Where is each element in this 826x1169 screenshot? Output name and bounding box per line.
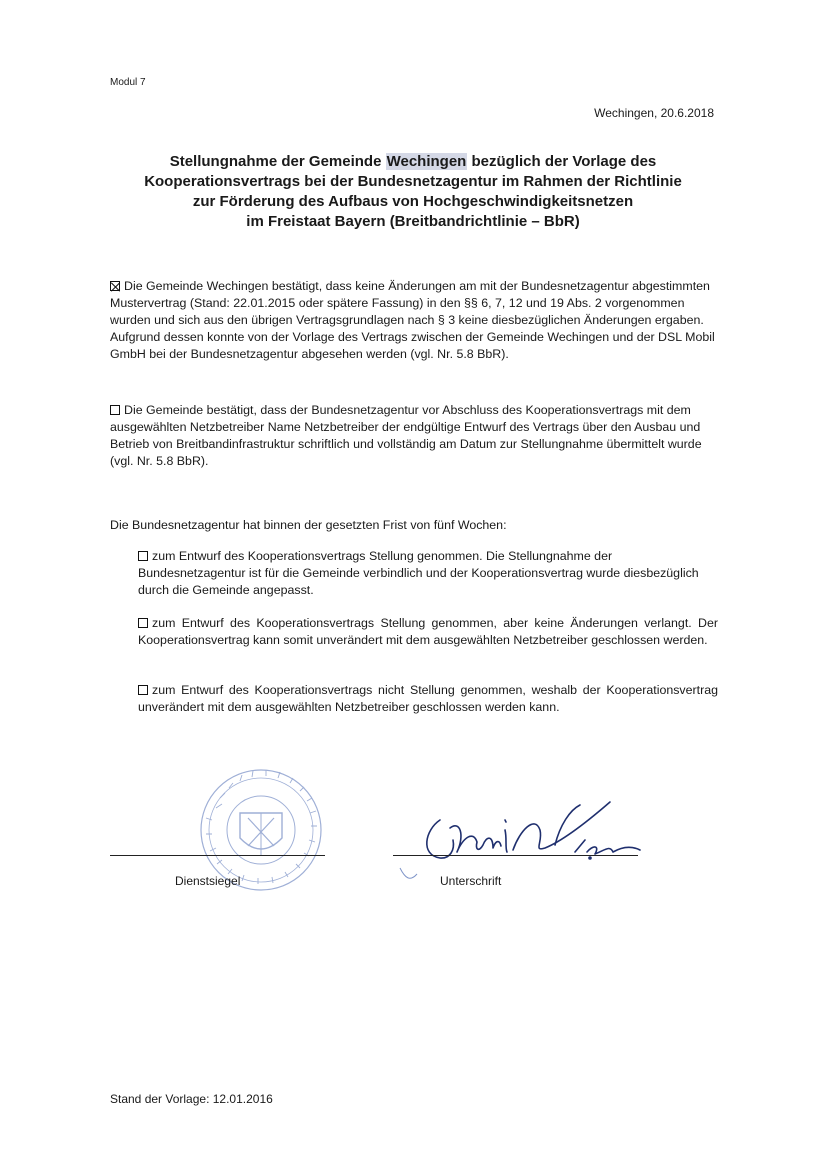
- title-line-3: zur Förderung des Aufbaus von Hochgeschwindigkeitsnetzen: [192, 193, 634, 210]
- document-title: [100, 152, 726, 232]
- option-no-changes-requested: [138, 615, 718, 649]
- seal-line: [110, 855, 325, 856]
- statement-submitted: [110, 402, 720, 470]
- checkbox-option-3[interactable]: [138, 685, 148, 695]
- option-no-statement: [138, 682, 718, 716]
- module-label: Modul 7: [110, 77, 146, 88]
- signature-label: Unterschrift: [440, 874, 502, 888]
- title-line-4: im Freistaat Bayern (Breitbandrichtlinie – BbR): [246, 213, 580, 230]
- option-1-text: zum Entwurf des Kooperationsvertrags Stellung genommen. Die Stellungnahme der Bundesnetzagentur ist für die Gemeinde verbindlich und der Kooperationsvertrag wurde diesbezüglich durch die Gemeinde angepasst.: [138, 549, 699, 597]
- option-3-text: zum Entwurf des Kooperationsvertrags nicht Stellung genommen, weshalb der Kooperationsvertrag unverändert mit dem ausgewählten Netzbetreiber geschlossen werden kann.: [138, 683, 718, 714]
- title-line-1-pre: Stellungnahme der Gemeinde: [169, 153, 386, 170]
- place-date: Wechingen, 20.6.2018: [594, 106, 714, 120]
- signature-line: [393, 855, 638, 856]
- handwritten-signature: [395, 790, 655, 890]
- title-line-1-post: bezüglich der Vorlage des: [467, 153, 657, 170]
- checkbox-submitted[interactable]: [110, 405, 120, 415]
- statement-submitted-text: Die Gemeinde bestätigt, dass der Bundesnetzagentur vor Abschluss des Kooperationsvertrags mit dem ausgewählten Netzbetreiber Name Netzbetreiber der endgültige Entwurf des Vertrags über den Ausbau und Betrieb von Breitbandinfrastruktur schriftlich und vollständig am Datum zur Stellungnahme übermittelt wurde (vgl. Nr. 5.8 BbR).: [110, 403, 702, 468]
- option-statement-binding: [138, 548, 718, 599]
- checkbox-option-1[interactable]: [138, 551, 148, 561]
- statement-no-changes-text: Die Gemeinde Wechingen bestätigt, dass keine Änderungen am mit der Bundesnetzagentur abgestimmten Mustervertrag (Stand: 22.01.2015 oder spätere Fassung) in den §§ 6, 7, 12 und 19 Abs. 2 vorgenommen wurden und sich aus den übrigen Vertragsgrundlagen nach § 3 keine diesbezüglichen Änderungen ergaben. Aufgrund dessen konnte von der Vorlage des Vertrags zwischen der Gemeinde Wechingen und der DSL Mobil GmbH bei der Bundesnetzagentur abgesehen werden (vgl. Nr. 5.8 BbR).: [110, 279, 715, 361]
- template-version: Stand der Vorlage: 12.01.2016: [110, 1092, 273, 1106]
- title-line-1: [100, 152, 726, 172]
- seal-label: Dienstsiegel: [175, 874, 241, 888]
- title-line-2: Kooperationsvertrags bei der Bundesnetzagentur im Rahmen der Richtlinie: [144, 173, 682, 190]
- checkbox-option-2[interactable]: [138, 618, 148, 628]
- checkbox-no-changes[interactable]: [110, 281, 120, 291]
- option-2-text: zum Entwurf des Kooperationsvertrags Stellung genommen, aber keine Änderungen verlangt. Der Kooperationsvertrag kann somit unverändert mit dem ausgewählten Netzbetreiber geschlossen werden.: [138, 616, 718, 647]
- municipality-name: Wechingen: [386, 153, 467, 170]
- statement-no-changes: [110, 278, 720, 363]
- bnetza-intro: Die Bundesnetzagentur hat binnen der gesetzten Frist von fünf Wochen:: [110, 518, 507, 532]
